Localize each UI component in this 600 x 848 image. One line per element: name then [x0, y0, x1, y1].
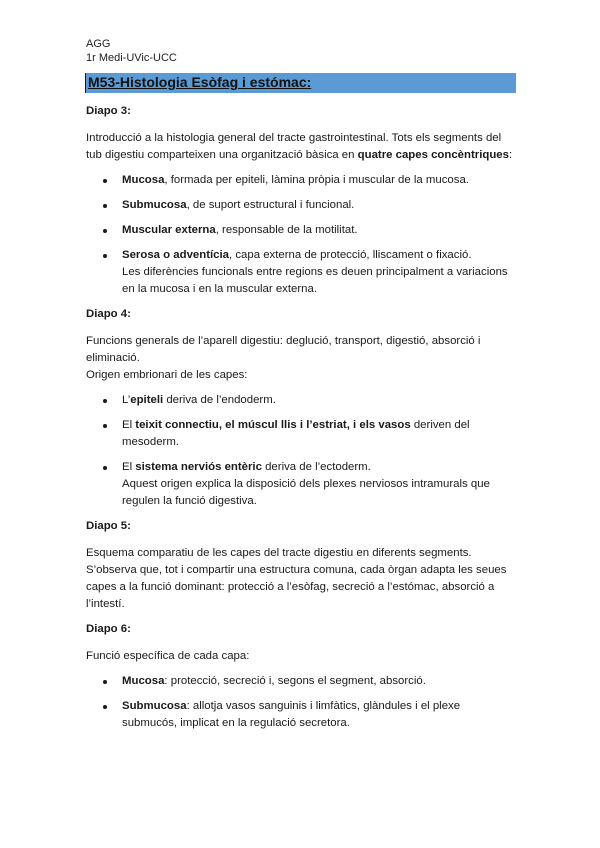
- bullet-icon: [103, 229, 107, 233]
- list-item: Serosa o adventícia, capa externa de protecció, lliscament o fixació. Les diferències funcionals entre regions es deuen principalment a variacions en la mucosa i en la muscular externa.: [86, 247, 518, 298]
- section-intro: Introducció a la histologia general del tracte gastrointestinal. Tots els segments del tub digestiu comparteixen una organització bàsica en quatre capes concèntriques:: [86, 132, 513, 161]
- list-item: L’epiteli deriva de l’endoderm.: [86, 392, 518, 409]
- section-heading: Diapo 5:: [86, 520, 131, 532]
- bullet-icon: [103, 424, 107, 428]
- list-item-note: Aquest origen explica la disposició dels plexes nerviosos intramurals que regulen la funció digestiva.: [122, 478, 490, 507]
- document-title-bar: [85, 73, 516, 93]
- bullet-icon: [103, 705, 107, 709]
- bullet-list: [86, 172, 518, 298]
- list-item: El teixit connectiu, el múscul llis i l’estriat, i els vasos deriven del mesoderm.: [86, 417, 518, 451]
- list-item: Submucosa: allotja vasos sanguinis i limfàtics, glàndules i el plexe submucós, implicat en la regulació secretora.: [86, 698, 518, 732]
- section-intro: Funcions generals de l’aparell digestiu: deglució, transport, digestió, absorció i eliminació. Origen embrionari de les capes:: [86, 335, 481, 381]
- section-paragraph: Esquema comparatiu de les capes del tracte digestiu en diferents segments. S’observa que, tot i compartir una estructura comuna, cada òrgan adapta les seues capes a la funció dominant: protecció a l’esòfag, secreció a l’estómac, absorció a l’intestí.: [86, 547, 507, 610]
- section-heading: Diapo 3:: [86, 105, 131, 117]
- list-item-note: Les diferències funcionals entre regions es deuen principalment a variacions en la mucosa i en la muscular externa.: [122, 266, 508, 295]
- list-item: Mucosa: protecció, secreció i, segons el segment, absorció.: [86, 673, 518, 690]
- header-author: AGG: [86, 38, 111, 50]
- list-item: El sistema nerviós entèric deriva de l’ectoderm. Aquest origen explica la disposició dels plexes nerviosos intramurals que regulen la funció digestiva.: [86, 459, 518, 510]
- bullet-icon: [103, 680, 107, 684]
- bullet-icon: [103, 179, 107, 183]
- section-heading: Diapo 6:: [86, 623, 131, 635]
- bullet-icon: [103, 399, 107, 403]
- bullet-icon: [103, 466, 107, 470]
- section-heading: Diapo 4:: [86, 308, 131, 320]
- list-item: Mucosa, formada per epiteli, làmina pròpia i muscular de la mucosa.: [86, 172, 518, 189]
- bullet-list: [86, 392, 518, 510]
- document-title: M53-Histologia Esòfag i estómac:: [88, 74, 312, 90]
- bullet-icon: [103, 204, 107, 208]
- header-course: 1r Medi-UVic-UCC: [86, 52, 177, 64]
- bullet-list: [86, 673, 518, 732]
- bullet-icon: [103, 254, 107, 258]
- page-header: [86, 37, 177, 65]
- list-item: Muscular externa, responsable de la motilitat.: [86, 222, 518, 239]
- list-item: Submucosa, de suport estructural i funcional.: [86, 197, 518, 214]
- document-body: [86, 103, 518, 740]
- section-intro: Funció específica de cada capa:: [86, 650, 250, 662]
